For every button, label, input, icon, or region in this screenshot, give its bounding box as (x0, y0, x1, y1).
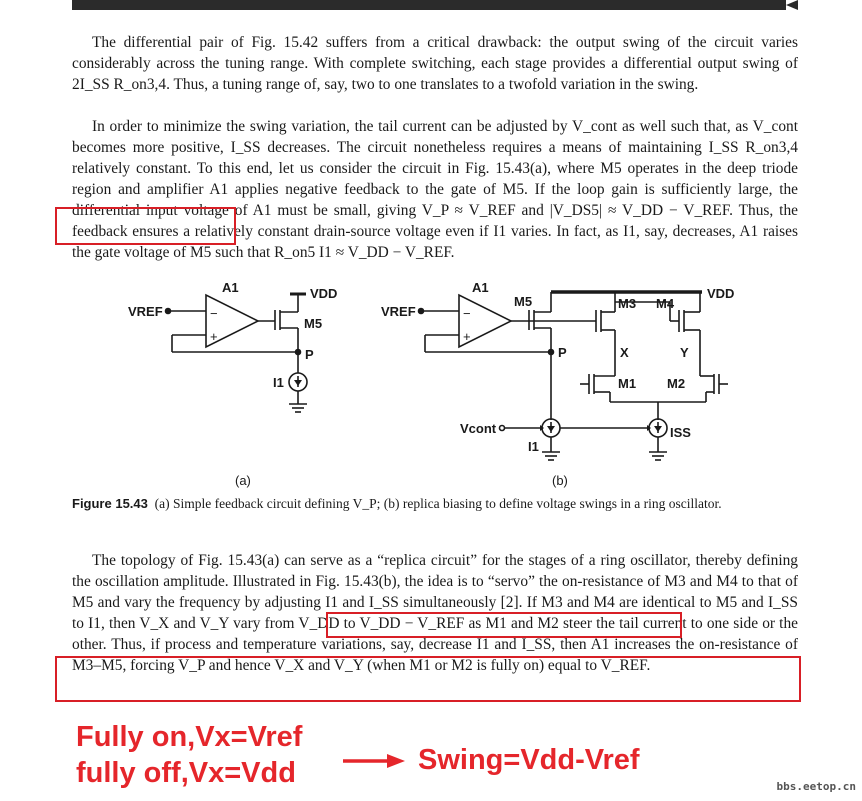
figure-caption-label: Figure 15.43 (72, 496, 148, 511)
circuit-a-m5-label: M5 (304, 316, 323, 331)
circuit-a-caption-label: (a) (235, 473, 251, 488)
annotation-arrow-icon (343, 752, 405, 770)
circuit-b-m1-label: M1 (618, 376, 637, 391)
highlight-box-vx-vy (326, 612, 682, 638)
circuit-b-iss-label: ISS (670, 425, 691, 440)
circuit-b-minus: − (463, 306, 471, 321)
circuit-b-node-y-label: Y (680, 345, 689, 360)
circuit-b-node-p-label: P (558, 345, 567, 360)
circuit-b-node-x-label: X (620, 345, 629, 360)
circuit-b-m4-label: M4 (656, 296, 675, 311)
circuit-a-vref-label: VREF (128, 304, 163, 319)
circuit-b-plus: + (463, 329, 471, 344)
highlight-box-vds5 (55, 207, 236, 245)
circuit-a-node-p-label: P (305, 347, 314, 362)
circuit-a-minus: − (210, 306, 218, 321)
circuit-b-m5-label: M5 (514, 294, 533, 309)
paragraph-2: In order to minimize the swing variation, the tail current can be adjusted by V_cont as well such that, as V_cont becomes more positive, I_SS decreases. The circuit nonetheless requires a means of maintaining I_SS R_on3,4 relatively constant. To this end, let us consider the circuit in Fig. 15.43(a), where M5 operates in the deep triode region and amplifier A1 applies negative feedback to the gate of M5. If the loop gain is sufficiently large, the differential input voltage of A1 must be small, giving V_P ≈ V_REF and |V_DS5| ≈ V_DD − V_REF. Thus, the feedback ensures a relatively constant drain-source voltage even if I1 varies. In fact, as I1, say, decreases, A1 raises the gate voltage of M5 such that R_on5 I1 ≈ V_DD − V_REF. (72, 118, 798, 261)
circuit-b-vref-label: VREF (381, 304, 416, 319)
circuit-b-i1-label: I1 (528, 439, 539, 454)
paragraph-1: The differential pair of Fig. 15.42 suffers from a critical drawback: the output swing of the circuit varies considerably across the tuning range. With complete switching, each stage provides a differential output swing of 2I_SS R_on3,4. Thus, a tuning range of, say, two to one translates to a twofold variation in the swing. (72, 34, 798, 93)
circuit-b-amp-label: A1 (472, 280, 489, 295)
circuit-a-amp-label: A1 (222, 280, 239, 295)
circuit-b-m3-label: M3 (618, 296, 637, 311)
annotation-line-2: fully off,Vx=Vdd (76, 757, 296, 789)
page-top-arrow-icon (786, 0, 798, 10)
circuit-a-current-label: I1 (273, 375, 284, 390)
circuit-b-vdd-label: VDD (707, 286, 735, 301)
watermark: bbs.eetop.cn (776, 780, 856, 793)
paragraph-3: The topology of Fig. 15.43(a) can serve as a “replica circuit” for the stages of a ring oscillator, thereby defining the oscillation amplitude. Illustrated in Fig. 15.43(b), the idea is to “servo” the on-resistance of M3 and M4 to that of M5 and vary the frequency by adjusting I1 and I_SS simultaneously [2]. If M3 and M4 are identical to M5 and I_SS to I1, then V_X and V_Y vary from V_DD to V_DD − V_REF as M1 and M2 steer the tail current to one side or the other. Thus, if process and temperature variations, say, decrease I1 and I_SS, then A1 increases the on-resistance of M3–M5, forcing V_P and hence V_X and V_Y (when M1 or M2 is fully on) equal to V_REF. (72, 552, 798, 674)
circuit-a-plus: + (210, 329, 218, 344)
circuit-b-m2-label: M2 (667, 376, 686, 391)
annotation-line-1: Fully on,Vx=Vref (76, 721, 303, 753)
figure-caption (72, 494, 798, 513)
figure-15-43 (110, 280, 750, 490)
annotation-result: Swing=Vdd-Vref (418, 744, 640, 776)
circuit-b-caption-label: (b) (552, 473, 568, 488)
circuit-a-vdd-label: VDD (310, 286, 338, 301)
circuit-b-vcont-label: Vcont (460, 421, 497, 436)
highlight-box-fully-on (55, 656, 801, 702)
page-top-rule (72, 0, 786, 10)
figure-caption-text: (a) Simple feedback circuit defining V_P; (b) replica biasing to define voltage swings in a ring oscillator. (154, 496, 722, 511)
